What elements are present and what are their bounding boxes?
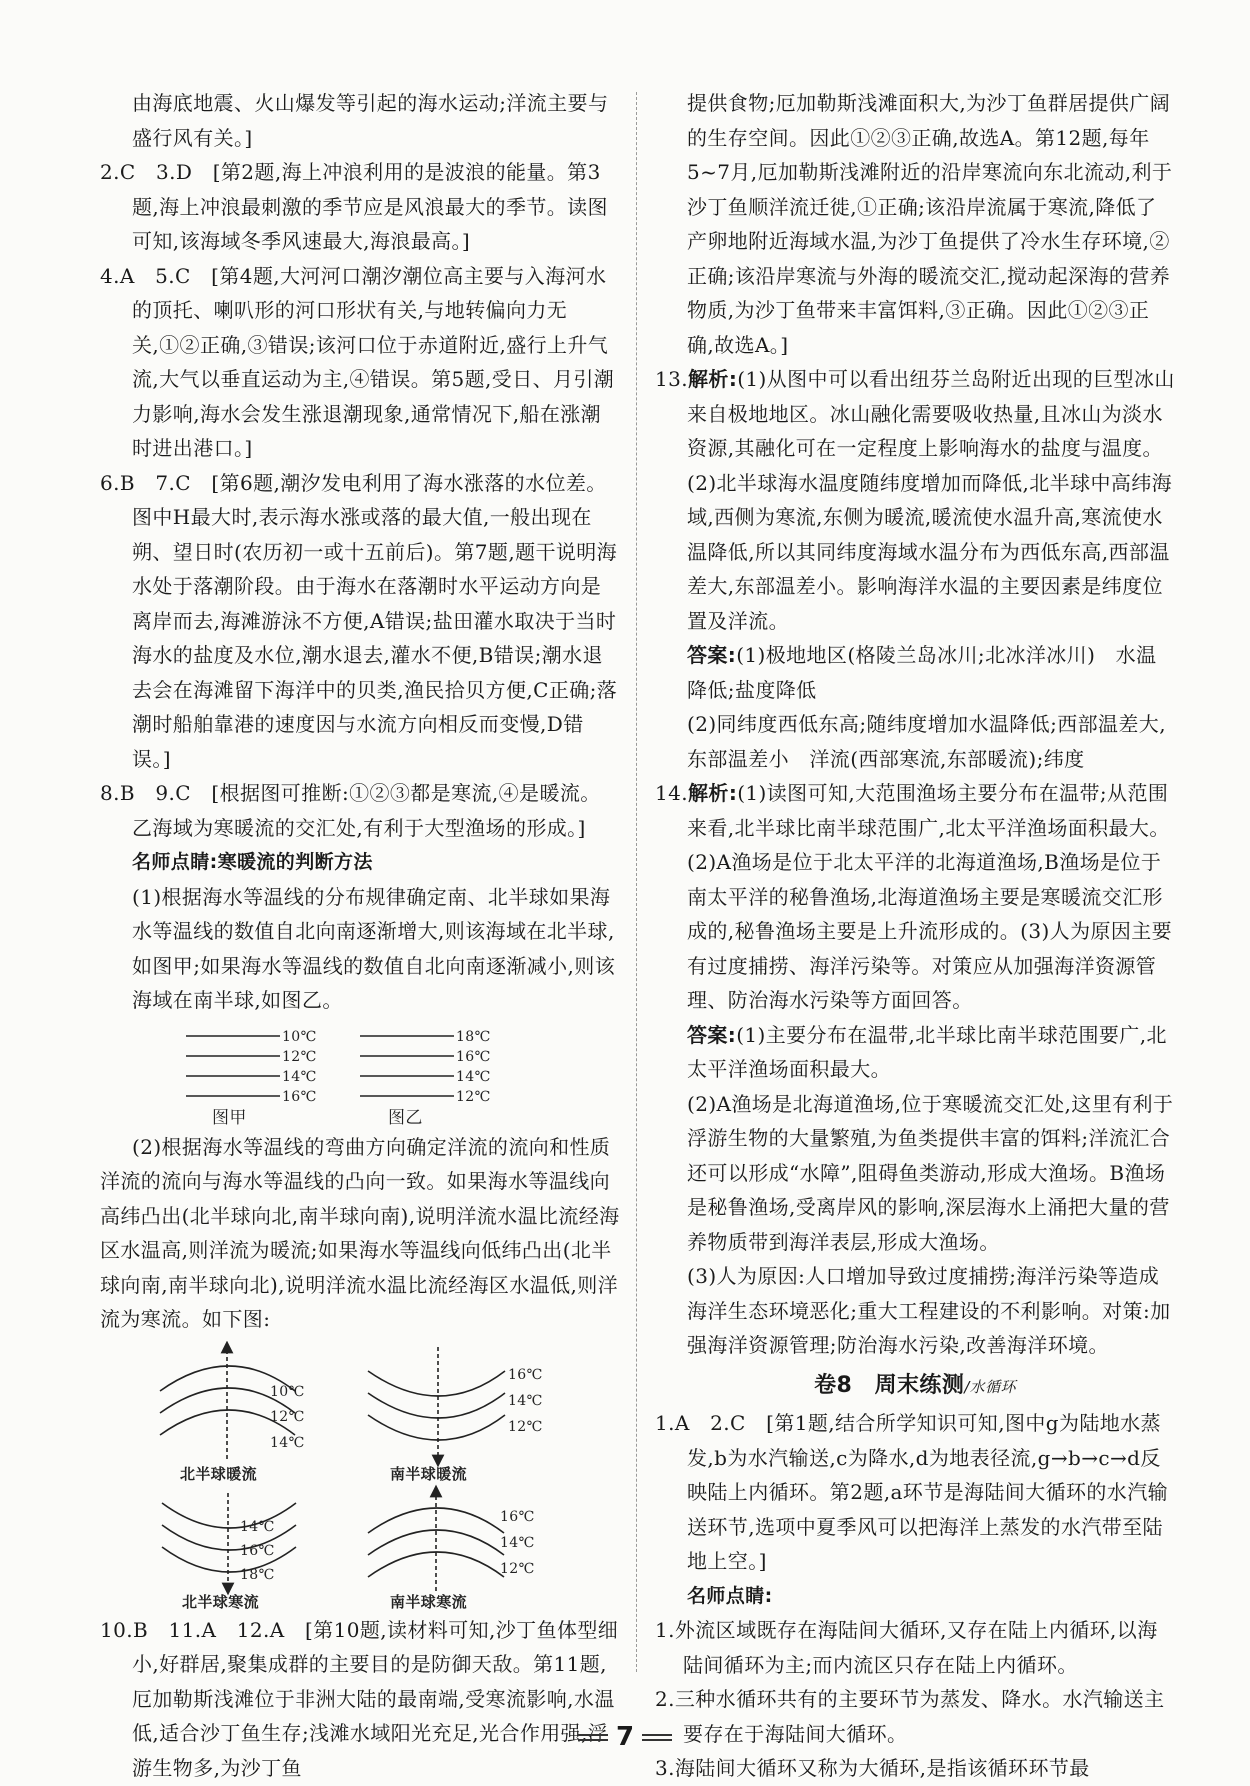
footer-rule-right — [642, 1734, 672, 1741]
nh-warm-caption: 北半球暖流 — [180, 1464, 258, 1483]
answer-continuation: 由海底地震、火山爆发等引起的海水运动;洋流主要与盛行风有关。] — [132, 91, 609, 150]
section-title: 卷8 周末练测 — [814, 1372, 965, 1398]
tip-point-1: 1.外流区域既存在海陆间大循环,又存在陆上内循环,以海陆间循环为主;而内流区只存在陆上内循环。 — [655, 1618, 1158, 1677]
tip-paragraph-1: (1)根据海水等温线的分布规律确定南、北半球如果海水等温线的数值自北向南逐渐增大,则该海域在北半球,如图甲;如果海水等温线的数值自北向南逐渐减小,则该海域在南半球,如图乙。 — [132, 884, 616, 1012]
answer-q6-q7: 6.B 7.C [第6题,潮汐发电利用了海水涨落的水位差。图中H最大时,表示海水涨或落的最大值,一般出现在朔、望日时(农历初一或十五前后)。第7题,题干说明海水处于落潮阶段。由于海水在落潮时水平运动方向是离岸而去,海滩游泳不方便,A错误;盐田灌水取决于当时海水的盐度及水位,潮水退去,灌水不便,B错误;潮水退去会在海滩留下海洋中的贝类,渔民拾贝方便,C正确;落潮时船舶靠港的速度因与水流方向相反而变慢,D错误。] — [100, 470, 618, 771]
answer-q4-q5: 4.A 5.C [第4题,大河河口潮汐潮位高主要与入海河水的顶托、喇叭形的河口形状有关,与地转偏向力无关,①②正确,③错误;该河口位于赤道附近,盛行上升气流,大气以垂直运动为主,④错误。第5题,受日、月引潮力影响,海水会发生涨退潮现象,通常情况下,船在涨潮时进出港口。] — [100, 263, 615, 460]
jia-caption: 图甲 — [212, 1107, 247, 1126]
nh-warm-label-1: 10℃ — [270, 1383, 305, 1400]
page-number-footer — [0, 1722, 1250, 1752]
sh-warm-label-2: 14℃ — [508, 1392, 543, 1409]
footer-rule-left — [578, 1734, 608, 1741]
sh-cold-label-3: 12℃ — [500, 1560, 535, 1577]
section-subtitle: /水循环 — [964, 1377, 1016, 1396]
nh-cold-label-2: 16℃ — [240, 1542, 275, 1559]
answer-q13-key — [655, 638, 1175, 707]
nh-cold-caption: 北半球寒流 — [182, 1592, 260, 1609]
q14-answer-label: 答案: — [687, 1022, 737, 1047]
sh-cold-caption: 南半球寒流 — [390, 1592, 468, 1609]
nh-cold-label-1: 14℃ — [240, 1518, 275, 1535]
nh-warm-label-2: 12℃ — [270, 1408, 305, 1425]
column-divider — [636, 92, 637, 1672]
answer-q10-q12: 10.B 11.A 12.A [第10题,读材料可知,沙丁鱼体型细小,好群居,聚集成群的主要目的是防御天敌。第11题,厄加勒斯浅滩位于非洲大陆的最南端,受寒流影响,水温低,适合沙丁鱼生存;浅滩水域阳光充足,光合作用强,浮游生物多,为沙丁鱼 — [100, 1617, 619, 1780]
tip-title: 名师点睛:寒暖流的判断方法 — [132, 851, 373, 873]
q13-answer-1: (1)极地地区(格陵兰岛冰川;北冰洋冰川) 水温降低;盐度降低 — [687, 643, 1157, 702]
q14-answer-3: (3)人为原因:人口增加导致过度捕捞;海洋污染等造成海洋生态环境恶化;重大工程建设的不利影响。对策:加强海洋资源管理;防治海水污染,改善海洋环境。 — [687, 1264, 1171, 1357]
section-heading — [655, 1369, 1175, 1405]
yi-caption: 图乙 — [388, 1107, 423, 1126]
tip2-title: 名师点睛: — [687, 1584, 773, 1607]
yi-label-4: 12℃ — [456, 1088, 491, 1105]
q14-analysis-label: 解析: — [688, 781, 738, 805]
nh-cold-diagram — [162, 1493, 296, 1589]
q14-analysis-text: (1)读图可知,大范围渔场主要分布在温带;从范围来看,北半球比南半球范围广,北太平洋渔场面积最大。(2)A渔场是位于北太平洋的北海道渔场,B渔场是位于南太平洋的秘鲁渔场,北海道渔场主要是寒暖流交汇形成的,秘鲁渔场主要是上升流形成的。(3)人为原因主要有过度捕捞、海洋污染等。对策应从加强海洋资源管理、防治海水污染等方面回答。 — [687, 781, 1173, 1012]
nh-cold-label-3: 18℃ — [240, 1566, 275, 1583]
sh-warm-diagram — [368, 1347, 505, 1461]
q13-answer-2: (2)同纬度西低东高;随纬度增加水温降低;西部温差大,东部温差小 洋流(西部寒流,东部暖流);纬度 — [687, 712, 1166, 771]
isotherm-figure-jia-yi — [100, 1022, 620, 1126]
right-column — [655, 86, 1175, 1786]
q13-analysis-label: 解析: — [688, 367, 738, 391]
q13-analysis-text: (1)从图中可以看出纽芬兰岛附近出现的巨型冰山来自极地地区。冰山融化需要吸收热量,且冰山为淡水资源,其融化可在一定程度上影响海水的盐度与温度。(2)北半球海水温度随纬度增加而降低,北半球中高纬海域,西侧为寒流,东侧为暖流,暖流使水温升高,寒流使水温降低,所以其同纬度海域水温分布为西低东高,西部温差大,东部温差小。影响海洋水温的主要因素是纬度位置及洋流。 — [687, 367, 1175, 633]
q14-answer-2: (2)A渔场是北海道渔场,位于寒暖流交汇处,这里有利于浮游生物的大量繁殖,为鱼类提供丰富的饵料;洋流汇合还可以形成“水障”,阻碍鱼类游动,形成大渔场。B渔场是秘鲁渔场,受离岸风的影响,深层海水上涌把大量的营养物质带到海洋表层,形成大渔场。 — [687, 1091, 1174, 1254]
answer-q8-q9: 8.B 9.C [根据图可推断:①②③都是寒流,④是暖流。乙海域为寒暖流的交汇处,有利于大型渔场的形成。] — [100, 781, 601, 840]
jia-label-4: 16℃ — [282, 1088, 317, 1105]
sh-warm-caption: 南半球暖流 — [390, 1464, 468, 1483]
page-number: 7 — [615, 1722, 635, 1752]
answer-q2-q3: 2.C 3.D [第2题,海上冲浪利用的是波浪的能量。第3题,海上冲浪最刺激的季节应是风浪最大的季节。读图可知,该海域冬季风速最大,海浪最高。] — [100, 160, 608, 253]
jia-label-3: 14℃ — [282, 1068, 317, 1085]
tip-point-2: 2.三种水循环共有的主要环节为蒸发、降水。水汽输送主要存在于海陆间大循环。 — [655, 1687, 1165, 1746]
left-column — [100, 86, 620, 1785]
sh-cold-label-2: 14℃ — [500, 1534, 535, 1551]
sh-warm-label-3: 12℃ — [508, 1418, 543, 1435]
yi-label-3: 14℃ — [456, 1068, 491, 1085]
tip-paragraph-3: 洋流的流向与海水等温线的凸向一致。如果海水等温线向高纬凸出(北半球向北,南半球向南),说明洋流水温比流经海区水温高,则洋流为暖流;如果海水等温线向低纬凸出(北半球向南,南半球向北),说明洋流水温比流经海区水温低,则洋流为寒流。如下图: — [100, 1169, 620, 1331]
sh-warm-label-1: 16℃ — [508, 1366, 543, 1383]
answer-q14-key — [655, 1018, 1175, 1087]
jia-label-1: 10℃ — [282, 1028, 317, 1045]
current-isotherm-diagrams — [100, 1341, 620, 1609]
answer-q1-q2: 1.A 2.C [第1题,结合所学知识可知,图中g为陆地水蒸发,b为水汽输送,c为降水,d为地表径流,g→b→c→d反映陆上内循环。第2题,a环节是海陆间大循环的水汽输送环节,选项中夏季风可以把海洋上蒸发的水汽带至陆地上空。] — [655, 1411, 1169, 1573]
answer-q13-analysis: 13.解析:(1)从图中可以看出纽芬兰岛附近出现的巨型冰山来自极地地区。冰山融化需要吸收热量,且冰山为淡水资源,其融化可在一定程度上影响海水的盐度与温度。(2)北半球海水温度随纬度增加而降低,北半球中高纬海域,西侧为寒流,东侧为暖流,暖流使水温升高,寒流使水温降低,所以其同纬度海域水温分布为西低东高,西部温差大,东部温差小。影响海洋水温的主要因素是纬度位置及洋流。 — [655, 367, 1175, 633]
tip-paragraph-2: (2)根据海水等温线的弯曲方向确定洋流的流向和性质 — [132, 1134, 611, 1159]
nh-warm-label-3: 14℃ — [270, 1434, 305, 1451]
answer-q14-analysis: 14.解析:(1)读图可知,大范围渔场主要分布在温带;从范围来看,北半球比南半球范围广,北太平洋渔场面积最大。(2)A渔场是位于北太平洋的北海道渔场,B渔场是位于南太平洋的秘鲁渔场,北海道渔场主要是寒暖流交汇形成的,秘鲁渔场主要是上升流形成的。(3)人为原因主要有过度捕捞、海洋污染等。对策应从加强海洋资源管理、防治海水污染等方面回答。 — [655, 781, 1173, 1012]
q14-answer-1: (1)主要分布在温带,北半球比南半球范围要广,北太平洋渔场面积最大。 — [687, 1022, 1167, 1081]
answer-q12-continuation: 提供食物;厄加勒斯浅滩面积大,为沙丁鱼群居提供广阔的生存空间。因此①②③正确,故选A。第12题,每年5~7月,厄加勒斯浅滩附近的沿岸寒流向东北流动,利于沙丁鱼顺洋流迁徙,①正确;该沿岸流属于寒流,降低了产卵地附近海域水温,为沙丁鱼提供了冷水生存环境,②正确;该沿岸寒流与外海的暖流交汇,搅动起深海的营养物质,为沙丁鱼带来丰富饵料,③正确。因此①②③正确,故选A。] — [687, 91, 1173, 357]
q13-answer-label: 答案: — [687, 643, 737, 667]
yi-label-2: 16℃ — [456, 1048, 491, 1065]
sh-cold-label-1: 16℃ — [500, 1508, 535, 1525]
sh-cold-diagram — [368, 1491, 504, 1591]
tip-point-3: 3.海陆间大循环又称为大循环,是指该循环环节最 — [655, 1756, 1090, 1780]
yi-label-1: 18℃ — [456, 1028, 491, 1045]
jia-label-2: 12℃ — [282, 1048, 317, 1065]
